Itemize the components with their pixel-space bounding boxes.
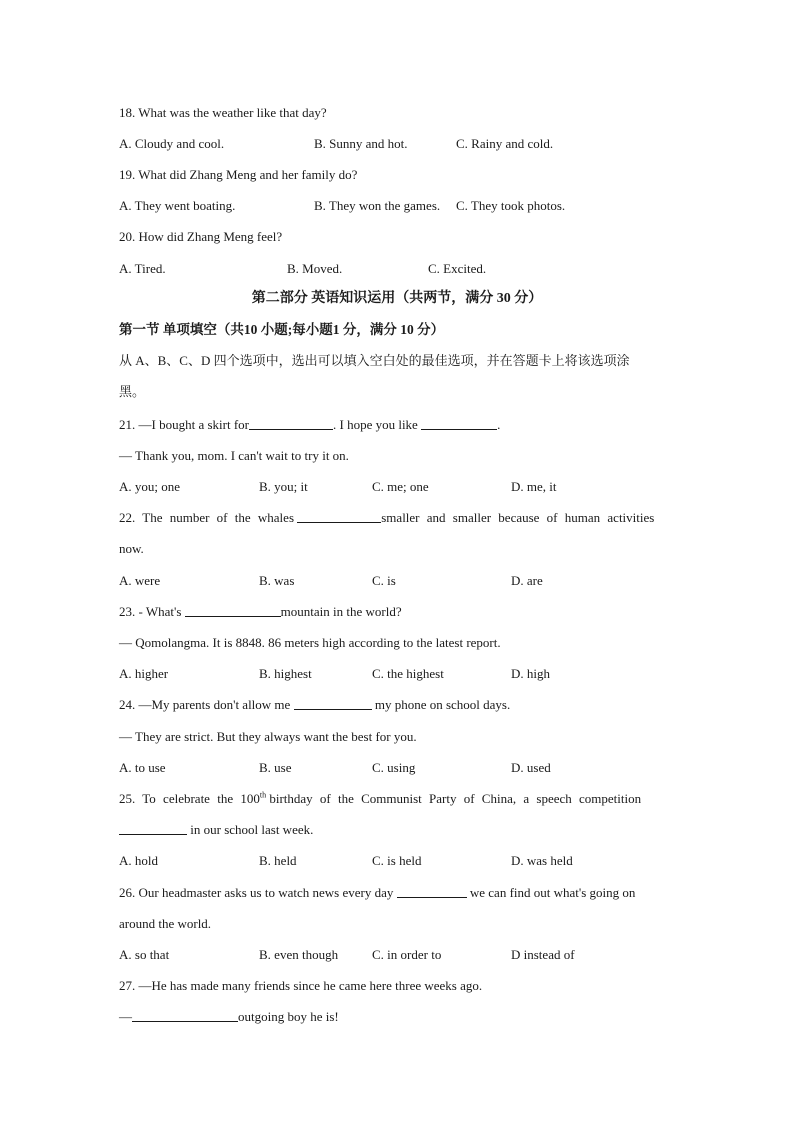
answer-blank [249,416,333,430]
answer-blank [421,416,497,430]
option-24d: D. used [511,760,551,775]
option-22c: C. is [372,573,396,588]
option-26c: C. in order to [372,947,442,962]
option-22a: A. were [119,573,161,588]
option-20c: C. Excited. [428,261,487,276]
option-26a: A. so that [119,947,170,962]
option-25d: D. was held [511,853,573,868]
question-22: 22. The number of the whales smaller and smaller because of human activities [119,510,655,525]
answer-blank [294,696,372,710]
option-23d: D. high [511,666,550,681]
option-22d: D. are [511,573,543,588]
section1-title: 第一节 单项填空（共10 小题;每小题1 分，满分 10 分） [119,322,445,337]
question-21: 21. —I bought a skirt for . I hope you like . [119,417,501,432]
option-25a: A. hold [119,853,158,868]
question-19: 19. What did Zhang Meng and her family do? [119,167,358,182]
answer-blank [132,1008,238,1022]
question-25: 25. To celebrate the 100th birthday of the Communist Party of China, a speech competition [119,790,642,806]
reply-27: — outgoing boy he is! [119,1009,339,1024]
option-21d: D. me, it [511,479,557,494]
answer-blank [119,821,187,835]
option-21c: C. me; one [372,479,429,494]
option-18a: A. Cloudy and cool. [119,136,225,151]
option-19c: C. They took photos. [456,198,566,213]
question-27: 27. —He has made many friends since he came here three weeks ago. [119,978,483,993]
option-23a: A. higher [119,666,169,681]
question-25-cont: in our school last week. [119,821,313,839]
option-18b: B. Sunny and hot. [314,136,408,151]
instruction-line-1: 从 A、B、C、D 四个选项中，选出可以填入空白处的最佳选项，并在答题卡上将该选项涂 [119,353,630,368]
reply-23: — Qomolangma. It is 8848. 86 meters high according to the latest report. [119,635,501,650]
question-23: 23. - What's mountain in the world? [119,604,402,619]
question-18: 18. What was the weather like that day? [119,105,327,120]
option-21a: A. you; one [119,479,181,494]
question-22-cont: now. [119,541,144,556]
option-20a: A. Tired. [119,261,166,276]
option-18c: C. Rainy and cold. [456,136,554,151]
option-25c: C. is held [372,853,422,868]
question-24: 24. —My parents don't allow me my phone on school days. [119,697,511,712]
option-26b: B. even though [259,947,339,962]
question-26-cont: around the world. [119,916,212,931]
part2-title: 第二部分 英语知识运用（共两节，满分 30 分） [251,291,543,306]
option-24c: C. using [372,760,416,775]
answer-blank [185,603,281,617]
option-21b: B. you; it [259,479,308,494]
question-20: 20. How did Zhang Meng feel? [119,229,283,244]
answer-blank [397,884,467,898]
option-24b: B. use [259,760,292,775]
option-20b: B. Moved. [287,261,343,276]
option-23b: B. highest [259,666,312,681]
option-26d: D instead of [511,947,575,962]
question-26: 26. Our headmaster asks us to watch news every day we can find out what's going on [119,885,636,900]
option-23c: C. the highest [372,666,444,681]
option-22b: B. was [259,573,295,588]
option-19b: B. They won the games. [314,198,441,213]
answer-blank [297,509,381,523]
reply-24: — They are strict. But they always want the best for you. [119,729,417,744]
instruction-line-2: 黑。 [119,384,146,399]
option-25b: B. held [259,853,297,868]
reply-21: — Thank you, mom. I can't wait to try it on. [119,448,349,463]
option-24a: A. to use [119,760,166,775]
option-19a: A. They went boating. [119,198,236,213]
